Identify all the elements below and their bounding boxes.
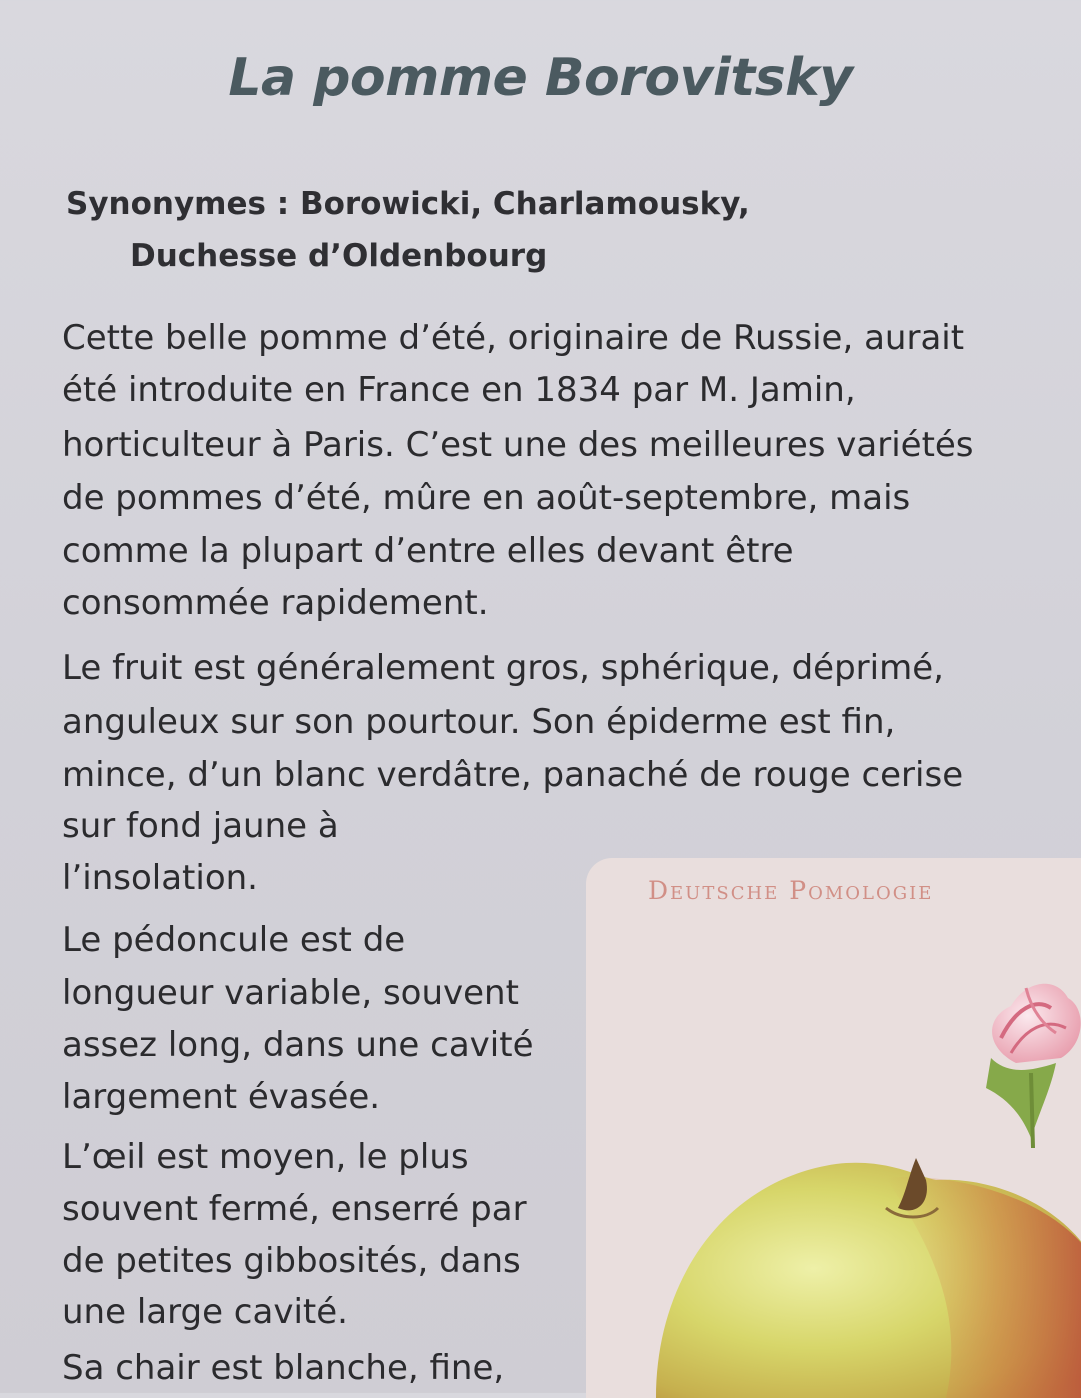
synonyms [66, 178, 750, 282]
text-line: sur fond jaune à [62, 806, 339, 846]
text-line: de pommes d’été, mûre en août-septembre, mais [62, 478, 911, 518]
text-line: Le fruit est généralement gros, sphérique, déprimé, [62, 648, 944, 688]
text-line: longueur variable, souvent [62, 973, 519, 1013]
text-line: Sa chair est blanche, fine, [62, 1348, 505, 1388]
text-line: de petites gibbosités, dans [62, 1241, 521, 1281]
synonyms-line-2: Duchesse d’Oldenbourg [130, 238, 548, 274]
page-title: La pomme Borovitsky [228, 48, 853, 108]
flower-bud-icon [986, 984, 1081, 1148]
text-line: horticulteur à Paris. C’est une des meilleures variétés [62, 425, 974, 465]
synonyms-line-1: Synonymes : Borowicki, Charlamousky, [66, 186, 750, 222]
text-line: Cette belle pomme d’été, originaire de Russie, aurait [62, 318, 965, 358]
text-line: L’œil est moyen, le plus [62, 1137, 469, 1177]
text-line: l’insolation. [62, 858, 258, 898]
text-line: Le pédoncule est de [62, 920, 406, 960]
text-line: largement évasée. [62, 1077, 381, 1117]
text-line: une large cavité. [62, 1292, 348, 1332]
text-line: anguleux sur son pourtour. Son épiderme est fin, [62, 702, 896, 742]
text-line: consommée rapidement. [62, 583, 489, 623]
illustration-plate [586, 858, 1081, 1398]
apple-illustration-icon [586, 858, 1081, 1398]
text-line: été introduite en France en 1834 par M. Jamin, [62, 370, 856, 410]
apple-fruit-icon [656, 1158, 1081, 1398]
text-line: assez long, dans une cavité [62, 1025, 534, 1065]
text-line: souvent fermé, enserré par [62, 1189, 527, 1229]
text-line: comme la plupart d’entre elles devant être [62, 531, 794, 571]
plate-label: Deutsche Pomologie [648, 876, 934, 905]
text-line: mince, d’un blanc verdâtre, panaché de rouge cerise [62, 755, 964, 795]
